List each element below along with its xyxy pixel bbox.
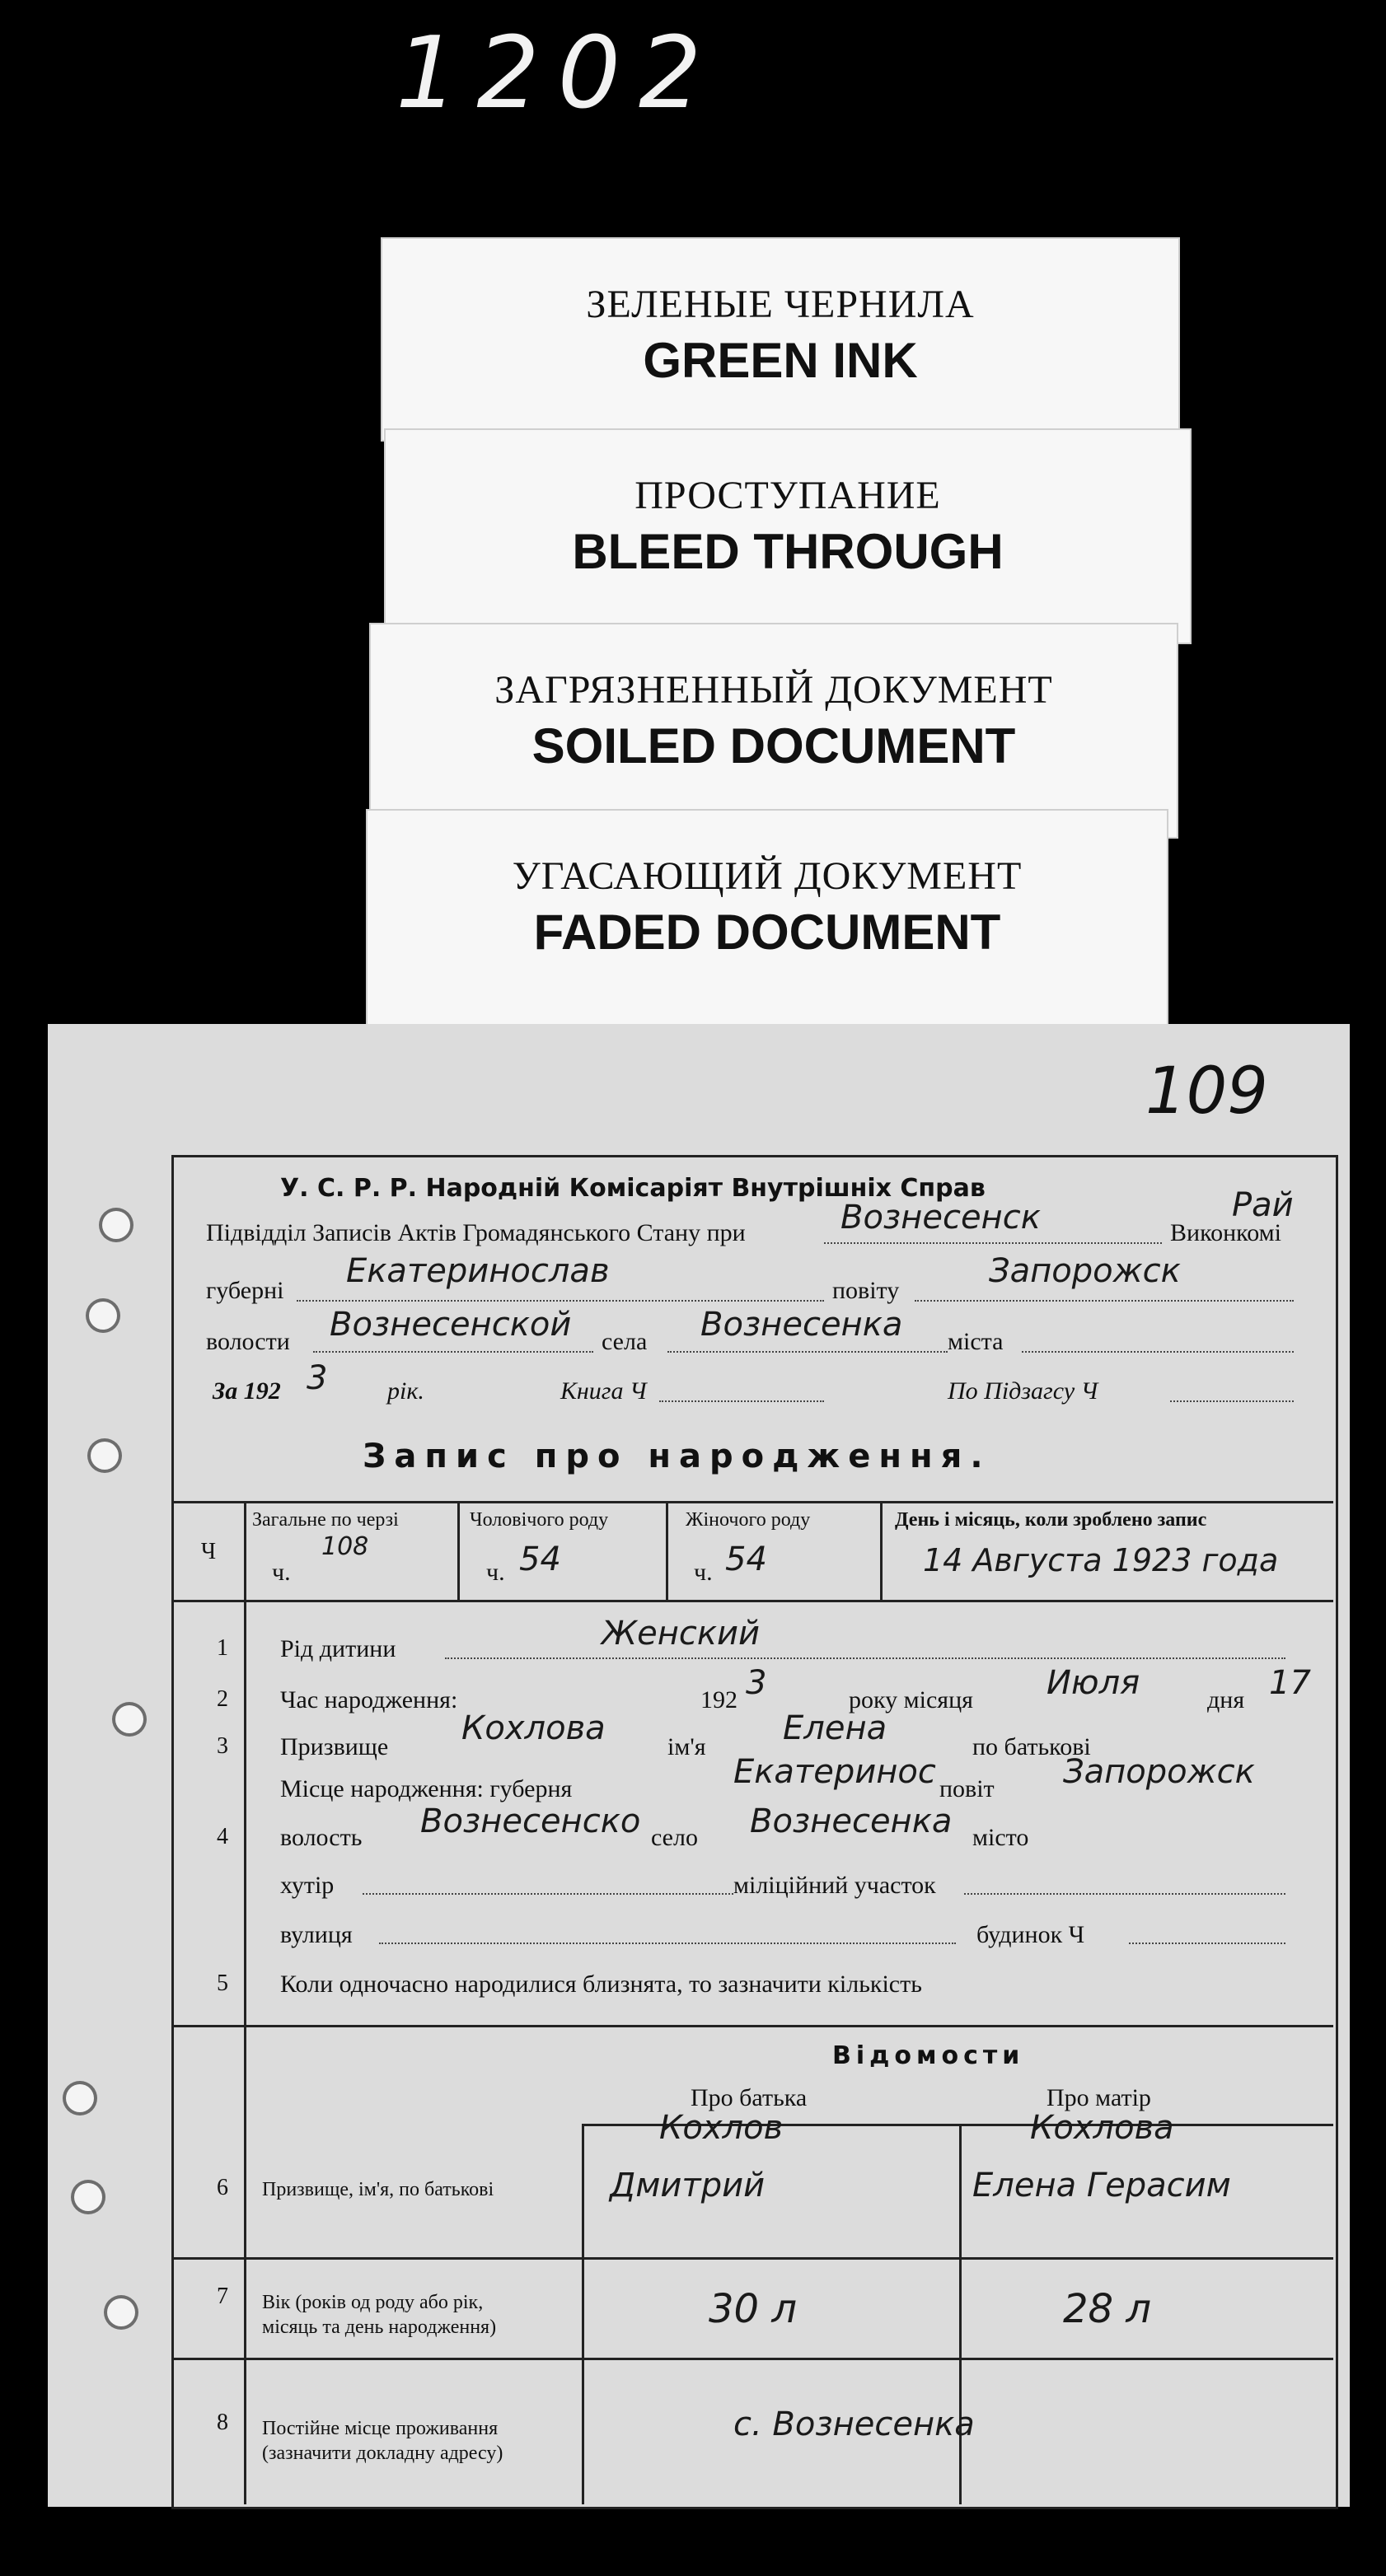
name-label: ім'я [667,1733,706,1760]
punch-hole [89,1302,117,1330]
card-ru-label: ЗАГРЯЗНЕННЫЙ ДОКУМЕНТ [494,668,1053,712]
count-male-value: 54 [519,1540,561,1578]
card-ru-label: ЗЕЛЕНЫЕ ЧЕРНИЛА [586,283,975,326]
subdept-label: Підвідділ Записів Актів Громадянського Стану при [206,1219,746,1246]
faded-document-card [366,809,1168,1030]
card-en-label: GREEN INK [643,333,918,388]
card-ru-label: УГАСАЮЩИЙ ДОКУМЕНТ [512,854,1023,898]
birth-year-handwritten: 3 [746,1664,767,1702]
bleed-through-card [384,428,1192,644]
residence-label-2: (зазначити докладну адресу) [262,2443,503,2464]
mista-line [1022,1351,1294,1353]
gubernia-line [297,1300,824,1302]
residence-label-1: Постійне місце проживання [262,2418,499,2439]
father-column-label: Про батька [691,2084,808,2111]
form-header: У. С. Р. Р. Народній Комісаріят Внутрішніх Справ [280,1174,986,1203]
book-line [659,1400,824,1402]
row-number: 2 [217,1686,228,1712]
full-name-label: Призвище, ім'я, по батькові [262,2179,494,2200]
house-label: будинок Ч [976,1921,1085,1948]
selo-label: села [602,1328,648,1355]
mother-column-label: Про матір [1047,2084,1151,2111]
age-label-2: місяць та день народження) [262,2317,497,2338]
punch-hole [115,1705,143,1733]
residence-handwritten: с. Вознесенка [733,2405,975,2443]
table-rule [244,1501,246,2504]
khutir-label: хутір [280,1872,335,1899]
count-female-value: 54 [725,1540,767,1578]
count-total-value: 108 [321,1532,369,1561]
punch-hole [74,2183,102,2211]
month-handwritten: Июля [1047,1664,1140,1702]
count-ch-label: ч. [486,1559,505,1586]
khutir-line [363,1893,733,1895]
table-rule [666,1501,668,1600]
count-ch-label: ч. [272,1559,291,1586]
row-number: 5 [217,1971,228,1996]
day-label: дня [1207,1686,1245,1713]
surname-label: Призвище [280,1733,389,1760]
patronymic-label: по батькові [972,1733,1091,1760]
povit-line [915,1300,1294,1302]
age-label-1: Вік (років од роду або рік, [262,2292,484,2313]
birthplace-selo-label: село [651,1824,698,1851]
row-number: 1 [217,1635,228,1661]
podzags-line [1170,1400,1294,1402]
card-en-label: BLEED THROUGH [572,524,1004,579]
podzags-label: По Підзагсу Ч [948,1377,1098,1405]
table-rule [457,1501,460,1600]
punch-hole [107,2298,135,2326]
executive-label: Виконкомі [1170,1219,1281,1246]
militia-label: міліційний участок [733,1872,936,1899]
birthplace-volost-handwritten: Вознесенско [420,1802,641,1840]
punch-hole [102,1211,130,1239]
birthplace-gub-handwritten: Екатеринос [733,1753,936,1791]
birth-year-prefix: 192 [700,1686,737,1713]
row-number: 4 [217,1824,228,1849]
birthplace-povit-label: повіт [939,1775,995,1802]
povit-handwritten: Запорожск [989,1252,1181,1290]
birthplace-label: Місце народження: губерня [280,1775,573,1802]
birthplace-selo-handwritten: Вознесенка [750,1802,953,1840]
book-label: Книга Ч [560,1377,647,1405]
surname-handwritten: Кохлова [461,1709,606,1747]
subdept-line [824,1242,1162,1244]
selo-handwritten: Вознесенка [700,1306,903,1344]
table-rule [171,1501,1333,1503]
table-rule [171,2257,1333,2260]
rik-label: рік. [387,1377,424,1405]
table-rule [171,2025,1333,2027]
green-ink-card [381,237,1180,442]
twins-label: Коли одночасно народилися близнята, то зазначити кількість [280,1971,922,1998]
father-age-handwritten: 30 л [709,2286,798,2332]
sex-handwritten: Женский [602,1615,760,1653]
militia-line [964,1893,1285,1895]
mother-surname-handwritten: Кохлова [1030,2109,1174,2147]
page-title: Запис про народження. [363,1438,991,1475]
gubernia-handwritten: Екатеринослав [346,1252,610,1290]
table-rule [171,1600,1333,1602]
povit-label: повіту [832,1277,900,1304]
year-label: За 192 [213,1377,281,1405]
mista-label: міста [948,1328,1004,1355]
count-col-date: День і місяць, коли зроблено запис [895,1509,1207,1531]
volost-handwritten: Вознесенской [330,1306,572,1344]
father-name-handwritten: Дмитрий [610,2167,766,2204]
street-line [379,1943,956,1944]
month-label: року місяця [849,1686,973,1713]
sex-line [445,1657,1285,1659]
folio-number: 109 [1145,1054,1268,1129]
count-col-total: Загальне по черзі [252,1509,399,1531]
count-col-female: Жіночого роду [686,1509,811,1531]
birthplace-misto-label: місто [972,1824,1029,1851]
volost-line [313,1351,593,1353]
table-rule [582,2124,584,2504]
father-surname-handwritten: Кохлов [659,2109,784,2147]
count-col-male: Чоловічого роду [470,1509,609,1531]
card-en-label: FADED DOCUMENT [533,905,1001,960]
volost-label: волости [206,1328,290,1355]
house-line [1129,1943,1285,1944]
card-ru-label: ПРОСТУПАНИЕ [634,474,941,517]
day-handwritten: 17 [1269,1664,1311,1702]
birthplace-volost-label: волость [280,1824,363,1851]
count-date-value: 14 Августа 1923 года [923,1542,1279,1578]
count-ch-label: ч. [694,1559,713,1586]
table-rule [959,2124,962,2504]
row-number: 6 [217,2175,228,2200]
card-en-label: SOILED DOCUMENT [531,718,1016,774]
row-number: 3 [217,1733,228,1759]
birthplace-povit-handwritten: Запорожск [1063,1753,1255,1791]
frame-number: 1202 [396,16,720,131]
table-rule [171,2358,1333,2360]
sex-label: Рід дитини [280,1635,396,1662]
count-row-label: Ч [200,1539,217,1564]
birth-time-label: Час народження: [280,1686,458,1713]
subdept-extra-handwritten: Рай [1232,1186,1294,1224]
punch-hole [66,2084,94,2112]
punch-hole [91,1442,119,1470]
mother-age-handwritten: 28 л [1063,2286,1152,2332]
selo-line [667,1351,948,1353]
street-label: вулиця [280,1921,353,1948]
soiled-document-card [369,623,1178,839]
mother-name-handwritten: Елена Герасим [972,2167,1231,2204]
year-handwritten: 3 [307,1359,328,1397]
info-heading: Відомости [832,2041,1025,2070]
subdept-handwritten: Вознесенск [840,1199,1041,1237]
name-handwritten: Елена [783,1709,887,1747]
row-number: 8 [217,2410,228,2435]
table-rule [880,1501,883,1600]
row-number: 7 [217,2284,228,2309]
gubernia-label: губерні [206,1277,284,1304]
